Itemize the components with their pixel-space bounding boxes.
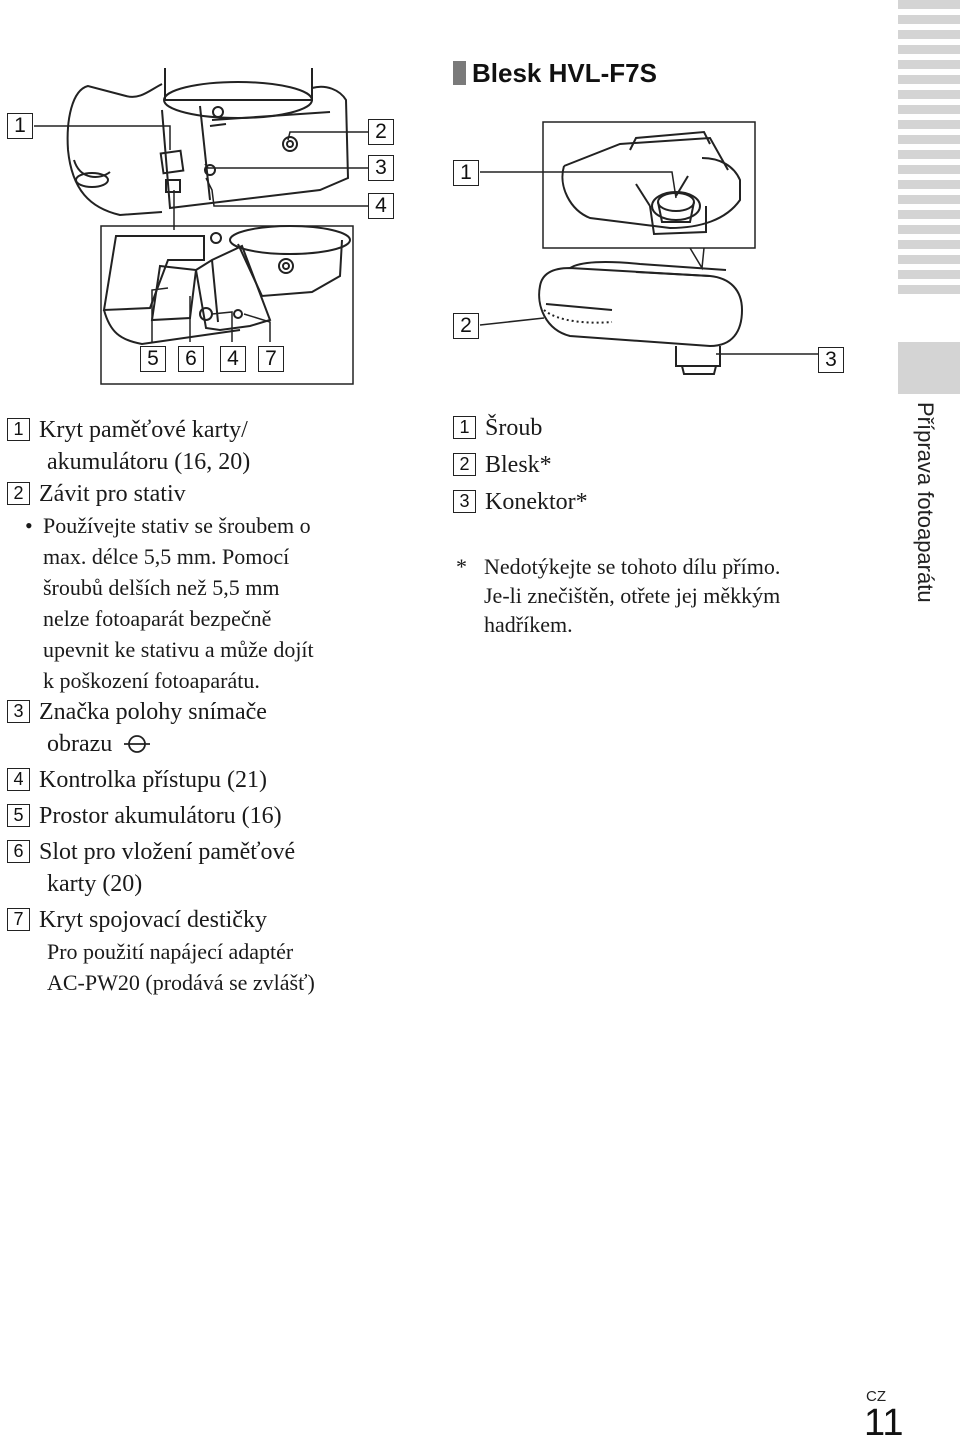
edge-block [898,342,960,394]
footnote-star: * [456,554,467,579]
page-number: 11 [864,1402,904,1444]
item-label: Slot pro vložení paměťové [39,839,296,865]
item-number: 2 [453,453,476,476]
callout-7: 7 [258,346,284,372]
callout-6: 6 [178,346,204,372]
list-item [7,414,427,478]
footnote [456,552,876,639]
flash-illustration [440,110,860,390]
flash-callout-1: 1 [453,160,479,186]
bullet-line: šroubů delších než 5,5 mm [43,575,280,600]
item-continuation-text: obrazu [47,731,113,757]
callout-3: 3 [368,155,394,181]
list-item [7,836,427,900]
item-number: 2 [7,482,30,505]
item-label: Kryt spojovací destičky [39,907,267,933]
bullet-note [7,510,427,696]
list-item [7,478,427,696]
heading-marker [453,61,466,85]
list-item [453,410,873,447]
footnote-line: Je-li znečištěn, otřete jej měkkým [484,583,781,608]
page-language: CZ [866,1388,886,1405]
camera-bottom-illustration [0,60,440,390]
callout-1: 1 [7,113,33,139]
item-label: Závit pro stativ [39,481,186,507]
chapter-side-tab: Příprava fotoaparátu [913,402,938,603]
callout-5: 5 [140,346,166,372]
item-label: Prostor akumulátoru (16) [39,803,282,829]
camera-parts-list [7,414,427,998]
bullet-line: max. délce 5,5 mm. Pomocí [43,544,290,569]
item-label: Konektor* [485,489,588,515]
item-continuation: akumulátoru (16, 20) [47,449,251,475]
item-label: Šroub [485,415,543,441]
item-extra: AC-PW20 (prodává se zvlášť) [47,970,315,995]
item-number: 3 [453,490,476,513]
item-continuation: karty (20) [47,871,143,897]
image-sensor-mark-icon [122,733,152,755]
item-number: 1 [453,416,476,439]
item-number: 5 [7,804,30,827]
footnote-line: Nedotýkejte se tohoto dílu přímo. [484,554,781,579]
list-item [453,484,873,521]
item-number: 6 [7,840,30,863]
list-item [7,904,427,998]
item-number: 4 [7,768,30,791]
callout-4: 4 [368,193,394,219]
list-item [453,447,873,484]
bullet-line: k poškození fotoaparátu. [43,668,260,693]
footnote-line: hadříkem. [484,612,573,637]
flash-parts-list [453,410,873,521]
bullet-line: upevnit ke stativu a může dojít [43,637,314,662]
section-title: Blesk HVL-F7S [472,58,657,88]
item-label: Kryt paměťové karty/ [39,417,248,443]
item-label: Kontrolka přístupu (21) [39,767,267,793]
flash-callout-3: 3 [818,347,844,373]
list-item [7,696,427,760]
item-label: Značka polohy snímače [39,699,267,725]
section-heading [453,58,657,89]
item-number: 3 [7,700,30,723]
item-extra: Pro použití napájecí adaptér [47,939,294,964]
callout-2: 2 [368,119,394,145]
list-item [7,800,427,832]
list-item [7,764,427,796]
flash-callout-2: 2 [453,313,479,339]
callout-4b: 4 [220,346,246,372]
item-label: Blesk* [485,452,552,478]
item-continuation [7,728,427,760]
item-number: 1 [7,418,30,441]
bullet-line: nelze fotoaparát bezpečně [43,606,272,631]
edge-stripes [898,0,960,300]
item-number: 7 [7,908,30,931]
bullet-line: • Používejte stativ se šroubem o [25,510,427,541]
